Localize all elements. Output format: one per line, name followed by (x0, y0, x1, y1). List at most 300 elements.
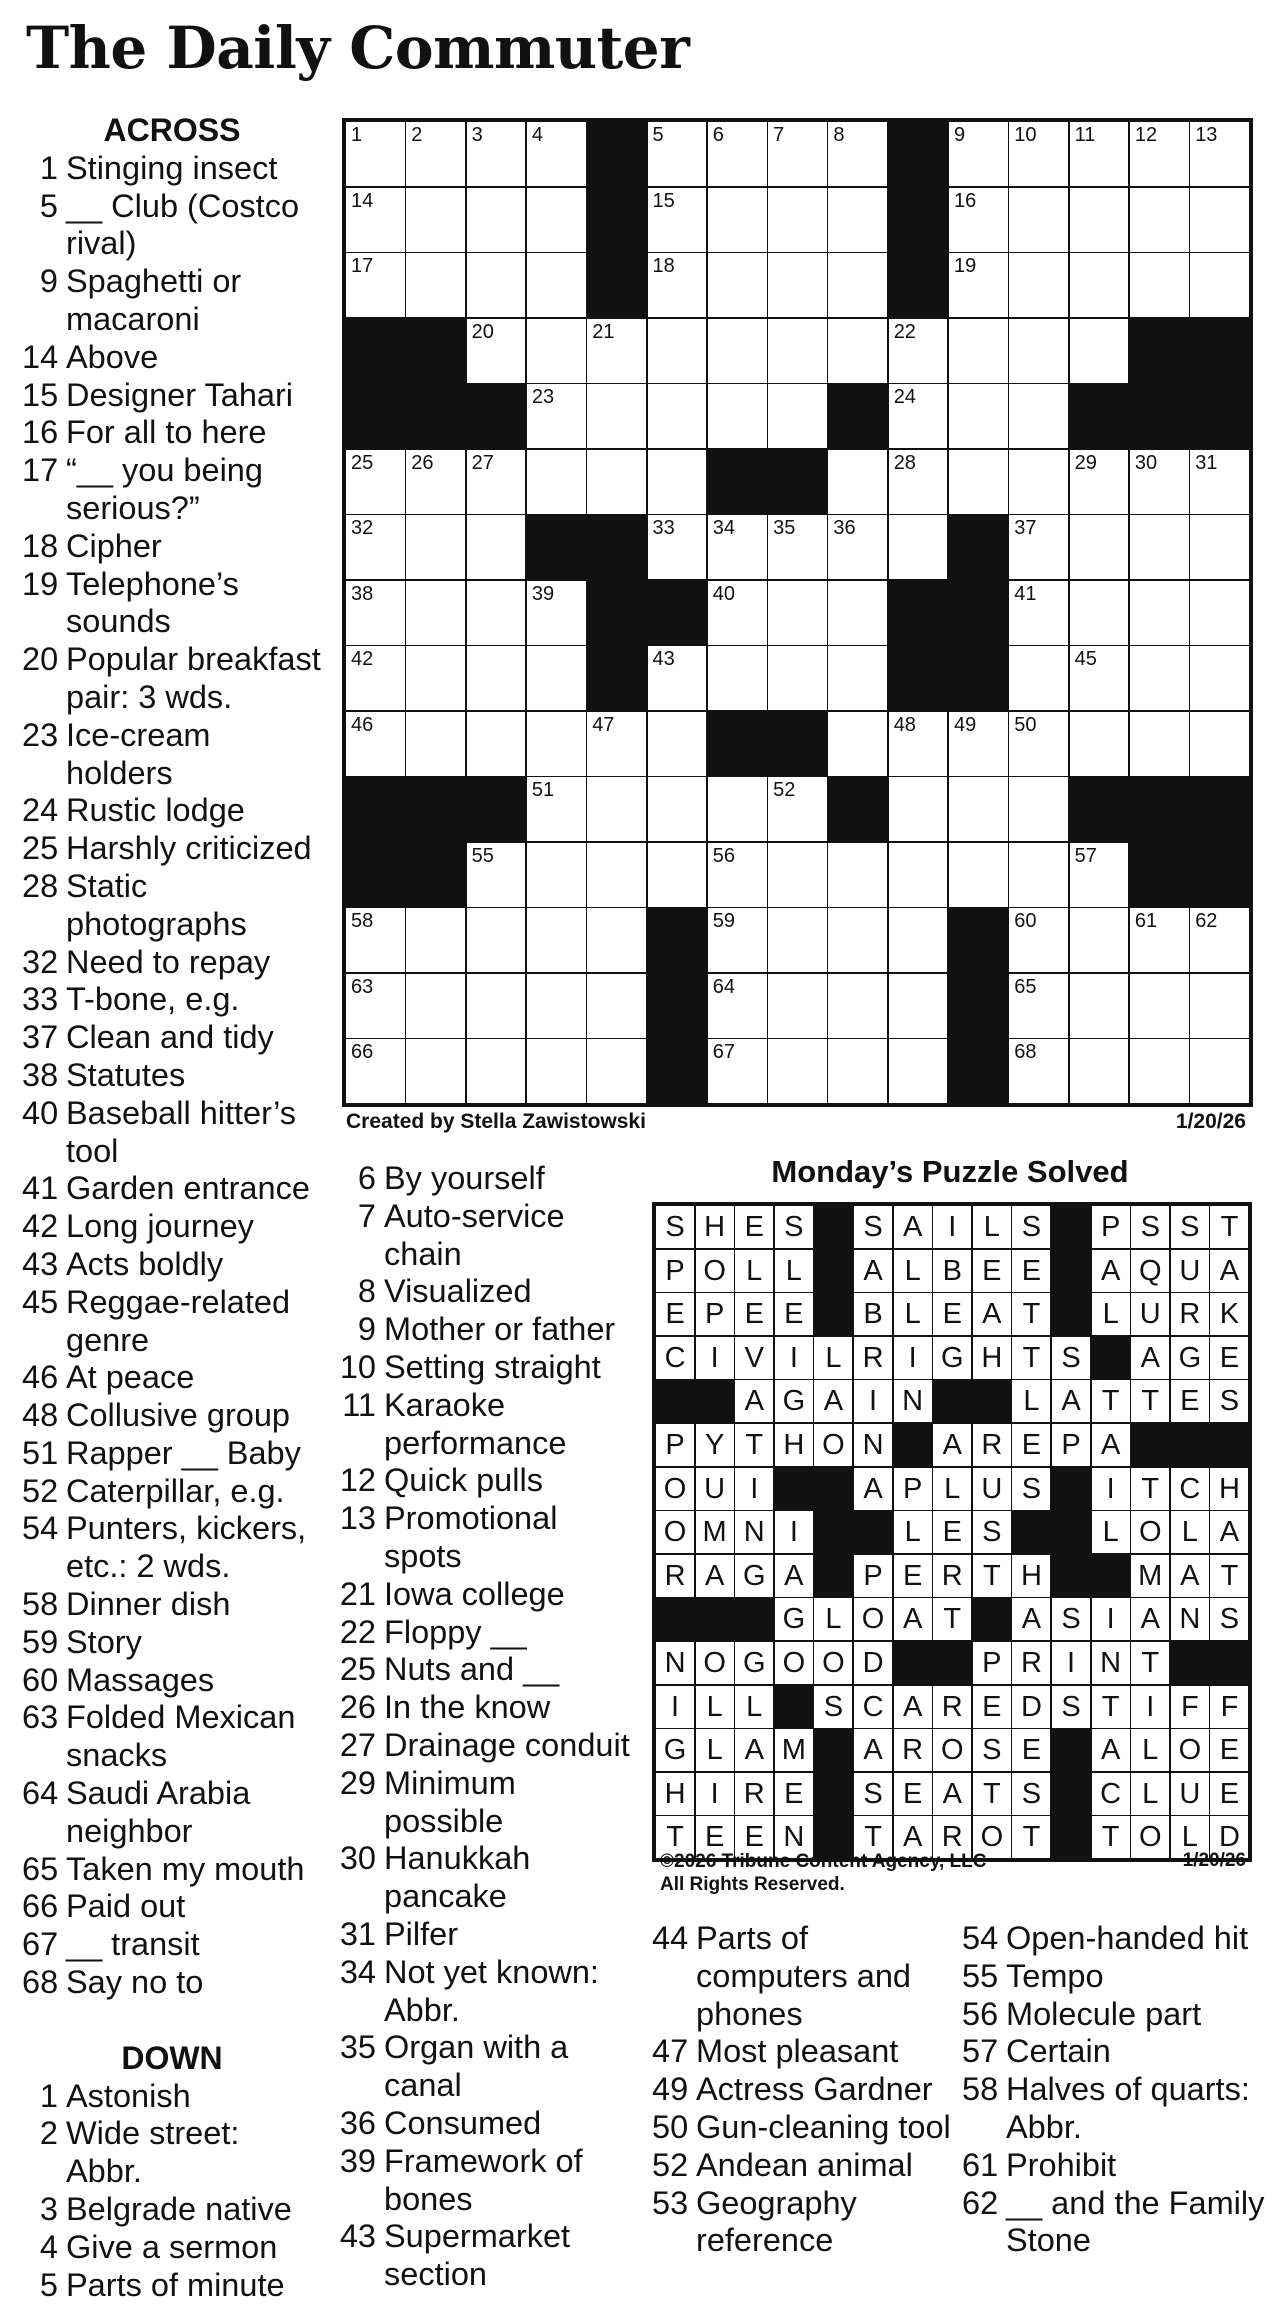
clue-number: 20 (22, 641, 59, 678)
grid-cell[interactable] (647, 121, 708, 187)
clue-item (652, 2185, 957, 2261)
grid-cell[interactable] (526, 383, 587, 449)
solution-block (774, 1467, 814, 1511)
grid-cell[interactable] (948, 121, 1009, 187)
clue-number: 27 (339, 1726, 376, 1763)
grid-cell[interactable] (827, 121, 888, 187)
grid-cell[interactable] (707, 383, 768, 449)
grid-cell[interactable] (466, 449, 527, 515)
grid-cell[interactable] (948, 318, 1009, 384)
grid-cell[interactable] (466, 973, 527, 1039)
grid-cell[interactable] (586, 1038, 647, 1104)
grid-block (345, 318, 406, 384)
grid-cell[interactable] (1129, 449, 1190, 515)
clue-item (22, 452, 322, 528)
clue-text: At peace (66, 1359, 195, 1396)
grid-cell[interactable] (1129, 252, 1190, 318)
cell-number: 45 (1074, 648, 1097, 670)
solution-cell: E (774, 1292, 814, 1336)
clue-item (22, 1019, 322, 1057)
grid-cell[interactable] (405, 449, 466, 515)
grid-cell[interactable] (466, 907, 527, 973)
clue-number: 39 (339, 2142, 376, 2179)
grid-cell[interactable] (827, 1038, 888, 1104)
clue-text: Say no to (66, 1964, 204, 2001)
grid-cell[interactable] (345, 252, 406, 318)
grid-cell[interactable] (888, 711, 949, 777)
grid-cell[interactable] (586, 318, 647, 384)
clue-number: 32 (22, 943, 59, 980)
grid-block (586, 187, 647, 253)
grid-cell[interactable] (827, 318, 888, 384)
cell-number: 18 (652, 255, 675, 277)
cell-number: 36 (833, 517, 856, 539)
grid-cell[interactable] (405, 514, 466, 580)
grid-cell[interactable] (1008, 711, 1069, 777)
grid-cell[interactable] (767, 973, 828, 1039)
clue-text: Statutes (66, 1056, 186, 1093)
grid-cell[interactable] (1008, 449, 1069, 515)
solution-cell: I (1051, 1641, 1091, 1685)
clue-item (962, 1958, 1267, 1996)
grid-cell[interactable] (888, 973, 949, 1039)
solution-block (1051, 1292, 1091, 1336)
grid-cell[interactable] (1069, 711, 1130, 777)
grid-cell[interactable] (345, 449, 406, 515)
grid-cell[interactable] (767, 187, 828, 253)
grid-cell[interactable] (767, 580, 828, 646)
clue-item (338, 1840, 638, 1916)
grid-cell[interactable] (767, 383, 828, 449)
grid-cell[interactable] (707, 580, 768, 646)
solution-cell: A (893, 1685, 933, 1729)
grid-cell[interactable] (526, 842, 587, 908)
solution-cell: P (695, 1292, 735, 1336)
grid-cell[interactable] (1008, 973, 1069, 1039)
cell-number: 31 (1195, 451, 1218, 474)
grid-cell[interactable] (466, 187, 527, 253)
grid-cell[interactable] (586, 842, 647, 908)
grid-cell[interactable] (526, 121, 587, 187)
solution-cell: I (695, 1772, 735, 1816)
grid-cell[interactable] (466, 252, 527, 318)
grid-cell[interactable] (526, 252, 587, 318)
grid-cell[interactable] (466, 318, 527, 384)
solution-cell: E (893, 1772, 933, 1816)
grid-cell[interactable] (1069, 973, 1130, 1039)
grid-cell[interactable] (827, 973, 888, 1039)
clue-number: 52 (652, 2146, 689, 2183)
across-heading: ACROSS (103, 112, 241, 148)
grid-cell[interactable] (707, 1038, 768, 1104)
grid-cell[interactable] (647, 842, 708, 908)
cell-number: 54 (411, 844, 434, 867)
grid-cell[interactable] (948, 252, 1009, 318)
grid-cell[interactable] (466, 645, 527, 711)
clue-item (962, 2185, 1267, 2261)
solution-cell: I (1091, 1597, 1131, 1641)
grid-cell[interactable] (1189, 252, 1250, 318)
grid-cell[interactable] (707, 776, 768, 842)
grid-cell[interactable] (767, 645, 828, 711)
clue-text: Auto-service chain (384, 1197, 565, 1272)
grid-cell[interactable] (345, 711, 406, 777)
solution-cell: O (1130, 1510, 1170, 1554)
clue-number: 26 (339, 1689, 376, 1726)
grid-cell[interactable] (1008, 187, 1069, 253)
grid-block (948, 580, 1009, 646)
solution-cell: L (1091, 1292, 1131, 1336)
grid-cell[interactable] (466, 711, 527, 777)
grid-cell[interactable] (888, 318, 949, 384)
grid-cell[interactable] (405, 121, 466, 187)
solution-cell: E (655, 1292, 695, 1336)
clue-text: Karaoke performance (384, 1386, 567, 1461)
solution-block (813, 1205, 853, 1249)
grid-cell[interactable] (526, 776, 587, 842)
grid-cell[interactable] (647, 187, 708, 253)
grid-cell[interactable] (526, 973, 587, 1039)
grid-cell[interactable] (1189, 449, 1250, 515)
solution-cell: S (1130, 1205, 1170, 1249)
clue-number: 29 (339, 1764, 376, 1801)
grid-cell[interactable] (1008, 1038, 1069, 1104)
solution-cell: L (893, 1510, 933, 1554)
grid-cell[interactable] (707, 252, 768, 318)
grid-cell[interactable] (827, 514, 888, 580)
grid-cell[interactable] (1189, 711, 1250, 777)
grid-cell[interactable] (647, 252, 708, 318)
grid-cell[interactable] (767, 776, 828, 842)
grid-cell[interactable] (1008, 383, 1069, 449)
solution-block (813, 1554, 853, 1598)
grid-cell[interactable] (345, 514, 406, 580)
grid-block (586, 580, 647, 646)
grid-cell[interactable] (1129, 187, 1190, 253)
grid-cell[interactable] (1129, 711, 1190, 777)
grid-cell[interactable] (405, 187, 466, 253)
grid-cell[interactable] (647, 514, 708, 580)
grid-cell[interactable] (1069, 252, 1130, 318)
grid-cell[interactable] (1008, 514, 1069, 580)
grid-cell[interactable] (1069, 580, 1130, 646)
grid-cell[interactable] (1008, 776, 1069, 842)
solution-cell: Q (1130, 1249, 1170, 1293)
grid-cell[interactable] (526, 1038, 587, 1104)
grid-cell[interactable] (948, 711, 1009, 777)
grid-cell[interactable] (586, 383, 647, 449)
grid-cell[interactable] (707, 645, 768, 711)
grid-cell[interactable] (767, 252, 828, 318)
grid-cell[interactable] (1189, 514, 1250, 580)
grid-cell[interactable] (526, 907, 587, 973)
grid-cell[interactable] (707, 907, 768, 973)
grid-cell[interactable] (707, 973, 768, 1039)
clue-number: 54 (962, 1920, 999, 1956)
solution-cell: E (1011, 1249, 1051, 1293)
clue-text: Baseball hitter’s tool (66, 1094, 297, 1169)
grid-cell[interactable] (526, 645, 587, 711)
grid-cell[interactable] (948, 842, 1009, 908)
grid-cell[interactable] (888, 776, 949, 842)
grid-cell[interactable] (526, 580, 587, 646)
clue-number: 2 (39, 2115, 58, 2152)
grid-cell[interactable] (707, 318, 768, 384)
grid-cell[interactable] (647, 645, 708, 711)
grid-cell[interactable] (888, 907, 949, 973)
grid-cell[interactable] (707, 187, 768, 253)
clue-text: Parts of minute (66, 2266, 285, 2303)
grid-cell[interactable] (345, 645, 406, 711)
grid-cell[interactable] (466, 121, 527, 187)
clue-text: Telephone’s sounds (66, 565, 239, 640)
grid-cell[interactable] (948, 776, 1009, 842)
grid-cell[interactable] (1189, 1038, 1250, 1104)
grid-cell[interactable] (405, 973, 466, 1039)
clue-number: 30 (339, 1840, 376, 1877)
grid-cell[interactable] (466, 1038, 527, 1104)
solution-cell: U (695, 1467, 735, 1511)
cell-number: 29 (1074, 451, 1097, 474)
solution-cell: Y (695, 1423, 735, 1467)
solution-block (853, 1510, 893, 1554)
grid-block (405, 776, 466, 842)
grid-cell[interactable] (827, 645, 888, 711)
grid-cell[interactable] (1189, 580, 1250, 646)
grid-cell[interactable] (707, 121, 768, 187)
grid-cell[interactable] (888, 1038, 949, 1104)
solution-cell: A (893, 1597, 933, 1641)
grid-block (1129, 776, 1190, 842)
cell-number: 52 (773, 779, 796, 801)
grid-cell[interactable] (827, 907, 888, 973)
down-clue-list-1 (22, 2078, 322, 2305)
grid-cell[interactable] (827, 187, 888, 253)
solution-block (1051, 1510, 1091, 1554)
solution-cell: F (1209, 1685, 1249, 1729)
grid-cell[interactable] (1008, 252, 1069, 318)
solution-block (695, 1379, 735, 1423)
grid-cell[interactable] (707, 842, 768, 908)
grid-cell[interactable] (1129, 907, 1190, 973)
solution-cell: A (1011, 1597, 1051, 1641)
grid-cell[interactable] (647, 711, 708, 777)
cell-number: 28 (893, 451, 916, 474)
grid-cell[interactable] (405, 645, 466, 711)
solution-block (813, 1728, 853, 1772)
grid-cell[interactable] (1069, 121, 1130, 187)
grid-cell[interactable] (707, 514, 768, 580)
grid-cell[interactable] (1129, 580, 1190, 646)
grid-cell[interactable] (586, 973, 647, 1039)
clue-item (338, 1160, 638, 1198)
grid-block (707, 449, 768, 515)
grid-cell[interactable] (1069, 318, 1130, 384)
solution-cell: I (734, 1467, 774, 1511)
grid-cell[interactable] (1069, 1038, 1130, 1104)
clue-number: 25 (22, 830, 59, 867)
grid-cell[interactable] (1189, 121, 1250, 187)
grid-cell[interactable] (888, 842, 949, 908)
grid-cell[interactable] (1069, 842, 1130, 908)
grid-cell[interactable] (586, 711, 647, 777)
clue-item (338, 1614, 638, 1652)
cell-number: 61 (1134, 910, 1158, 932)
grid-cell[interactable] (767, 907, 828, 973)
grid-cell[interactable] (1008, 907, 1069, 973)
solution-cell: T (655, 1815, 695, 1859)
down-clue-list-2 (338, 1160, 638, 2294)
cell-number: 10 (1014, 124, 1037, 146)
grid-cell[interactable] (948, 449, 1009, 515)
cell-number: 39 (531, 582, 555, 605)
grid-block (1189, 776, 1250, 842)
grid-cell[interactable] (948, 187, 1009, 253)
solution-cell: G (932, 1336, 972, 1380)
grid-cell[interactable] (827, 580, 888, 646)
grid-cell[interactable] (526, 187, 587, 253)
grid-cell[interactable] (827, 842, 888, 908)
grid-cell[interactable] (1069, 187, 1130, 253)
grid-cell[interactable] (586, 776, 647, 842)
clue-number: 25 (339, 1651, 376, 1688)
solution-cell: O (1130, 1815, 1170, 1859)
clue-number: 18 (22, 527, 59, 564)
clue-number: 4 (39, 2228, 58, 2265)
clue-text: Cipher (66, 527, 162, 564)
solution-block (1051, 1205, 1091, 1249)
solution-block (813, 1510, 853, 1554)
grid-cell[interactable] (586, 449, 647, 515)
grid-block (1129, 383, 1190, 449)
grid-cell[interactable] (647, 383, 708, 449)
solution-cell: L (1011, 1379, 1051, 1423)
grid-cell[interactable] (345, 973, 406, 1039)
solution-cell: O (813, 1423, 853, 1467)
grid-cell[interactable] (405, 907, 466, 973)
grid-cell[interactable] (1189, 907, 1250, 973)
grid-cell[interactable] (1069, 449, 1130, 515)
grid-cell[interactable] (827, 711, 888, 777)
grid-cell[interactable] (526, 449, 587, 515)
solution-cell: V (734, 1336, 774, 1380)
grid-cell[interactable] (888, 514, 949, 580)
grid-cell[interactable] (526, 318, 587, 384)
grid-cell[interactable] (948, 383, 1009, 449)
solution-cell: N (853, 1423, 893, 1467)
grid-cell[interactable] (1189, 187, 1250, 253)
grid-cell[interactable] (767, 842, 828, 908)
solution-cell: A (853, 1249, 893, 1293)
grid-cell[interactable] (827, 449, 888, 515)
grid-cell[interactable] (1129, 1038, 1190, 1104)
cell-number: 16 (954, 189, 977, 212)
grid-cell[interactable] (466, 580, 527, 646)
grid-cell[interactable] (1129, 514, 1190, 580)
grid-cell[interactable] (405, 1038, 466, 1104)
cell-number: 6 (712, 124, 724, 146)
grid-cell[interactable] (1069, 645, 1130, 711)
grid-cell[interactable] (767, 121, 828, 187)
clue-number: 16 (22, 414, 59, 451)
grid-cell[interactable] (345, 1038, 406, 1104)
grid-cell[interactable] (345, 121, 406, 187)
grid-block (586, 121, 647, 187)
grid-cell[interactable] (1189, 973, 1250, 1039)
solution-cell: L (1170, 1815, 1210, 1859)
cell-number: 15 (652, 189, 675, 212)
grid-cell[interactable] (1189, 645, 1250, 711)
grid-cell[interactable] (345, 907, 406, 973)
grid-cell[interactable] (345, 187, 406, 253)
grid-cell[interactable] (1008, 121, 1069, 187)
clue-item (22, 377, 322, 415)
clue-number: 35 (339, 2029, 376, 2066)
grid-cell[interactable] (1129, 121, 1190, 187)
grid-block (345, 383, 406, 449)
grid-cell[interactable] (526, 711, 587, 777)
grid-cell[interactable] (466, 514, 527, 580)
solved-puzzle-date: 1/20/26 (1182, 1850, 1246, 1871)
grid-cell[interactable] (827, 252, 888, 318)
grid-cell[interactable] (405, 252, 466, 318)
grid-block (888, 580, 949, 646)
clue-number: 31 (339, 1915, 376, 1952)
grid-cell[interactable] (1129, 973, 1190, 1039)
grid-cell[interactable] (405, 711, 466, 777)
clue-text: Most pleasant (696, 2033, 899, 2070)
clue-item (962, 1996, 1267, 2034)
grid-cell[interactable] (1008, 318, 1069, 384)
grid-cell[interactable] (767, 318, 828, 384)
solution-cell: S (1209, 1379, 1249, 1423)
grid-cell[interactable] (888, 449, 949, 515)
grid-cell[interactable] (647, 776, 708, 842)
clue-number: 43 (339, 2218, 376, 2255)
grid-cell[interactable] (1008, 645, 1069, 711)
grid-cell[interactable] (1008, 580, 1069, 646)
solution-cell: C (853, 1685, 893, 1729)
grid-cell[interactable] (405, 580, 466, 646)
clue-item (338, 2218, 638, 2294)
grid-cell[interactable] (1129, 645, 1190, 711)
solution-cell: I (1091, 1467, 1131, 1511)
grid-cell[interactable] (647, 318, 708, 384)
grid-cell[interactable] (888, 383, 949, 449)
solution-cell: H (774, 1423, 814, 1467)
clue-text: In the know (384, 1689, 551, 1726)
grid-cell[interactable] (767, 514, 828, 580)
grid-cell[interactable] (767, 1038, 828, 1104)
clue-item (22, 868, 322, 944)
grid-cell[interactable] (466, 842, 527, 908)
grid-block (586, 514, 647, 580)
clue-item (22, 1851, 322, 1889)
grid-cell[interactable] (1069, 514, 1130, 580)
cell-number: 53 (833, 779, 856, 801)
grid-cell[interactable] (647, 449, 708, 515)
clue-text: Belgrade native (66, 2191, 292, 2228)
clue-text: Organ with a canal (384, 2029, 569, 2104)
clue-number: 41 (22, 1170, 59, 1207)
cell-number: 41 (1014, 582, 1037, 605)
grid-cell[interactable] (1008, 842, 1069, 908)
clue-number: 54 (22, 1510, 59, 1547)
grid-cell[interactable] (586, 907, 647, 973)
grid-cell[interactable] (1069, 907, 1130, 973)
grid-cell[interactable] (345, 580, 406, 646)
clue-item (338, 2105, 638, 2143)
